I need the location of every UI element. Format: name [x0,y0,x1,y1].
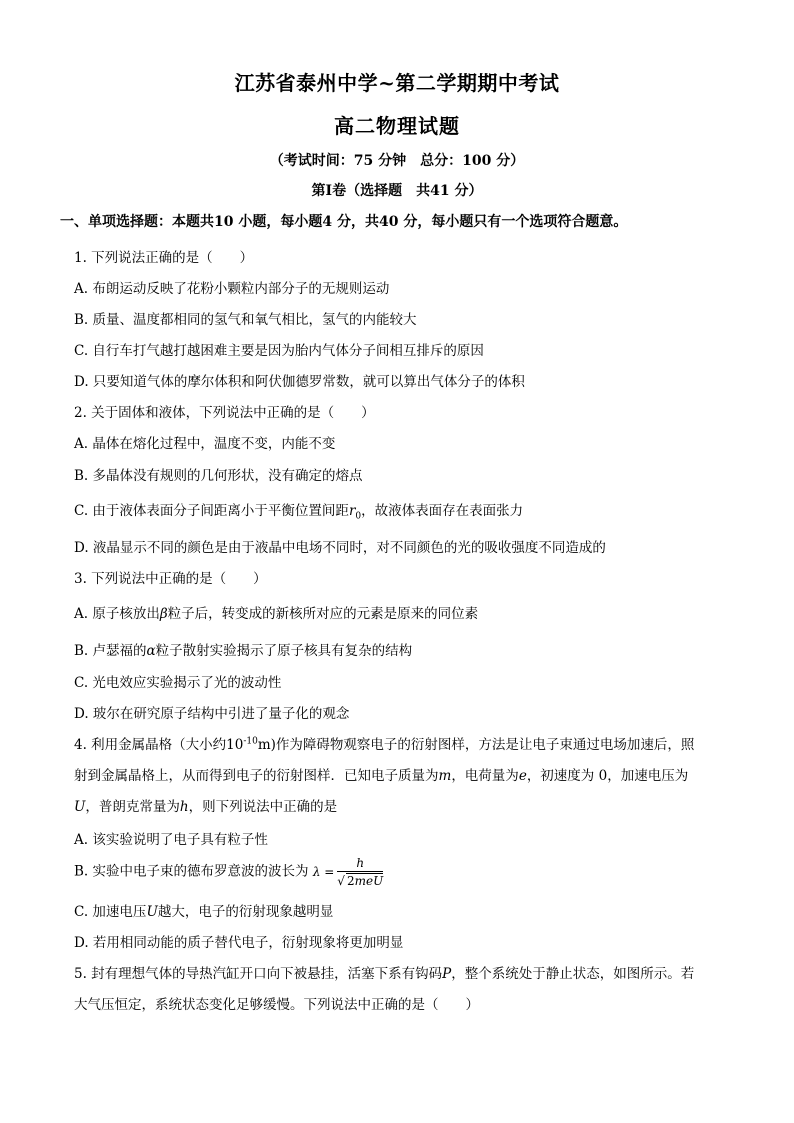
q3-option-a-text-1: A. 原子核放出 [74,606,160,622]
q5-stem-line-1 [74,962,694,982]
q2-option-a: A. 晶体在熔化过程中，温度不变，内能不变 [74,436,336,452]
q2-option-d: D. 液晶显示不同的颜色是由于液晶中电场不同时，对不同颜色的光的吸收强度不同造成的 [74,540,606,556]
r0-subscript: 0 [355,511,362,522]
q3-option-b-text-2: 粒子散射实验揭示了原子核具有复杂的结构 [155,643,413,659]
part-heading: 第Ⅰ卷（选择题 共41 分） [311,183,483,199]
weight-symbol: P [442,966,452,982]
q3-option-c: C. 光电效应实验揭示了光的波动性 [74,675,282,691]
q4-stem-line-2 [74,764,688,784]
radicand-coefficient: 2 [346,874,355,888]
q2-option-b: B. 多晶体没有规则的几何形状，没有确定的熔点 [74,468,363,484]
q2-option-c-text-2: ，故液体表面存在表面张力 [361,503,524,519]
fraction-denominator: √ 2meU [337,874,384,888]
planck-symbol: h [179,799,189,815]
q4-option-c-text-1: C. 加速电压 [74,904,147,920]
q4-option-b-text: B. 实验中电子束的德布罗意波的波长为 [74,863,309,880]
voltage-symbol: U [74,799,86,815]
q1-option-a: A. 布朗运动反映了花粉小颗粒内部分子的无规则运动 [74,281,390,297]
q3-option-a [74,602,478,622]
q1-stem: 1. 下列说法正确的是（ ） [74,250,254,266]
fraction [337,856,383,888]
q3-option-d: D. 玻尔在研究原子结构中引进了量子化的观念 [74,706,350,722]
q2-option-c-text-1: C. 由于液体表面分子间距离小于平衡位置间距 [74,503,349,519]
exponent: -10 [243,736,258,747]
q5-stem-line-2: 大气压恒定，系统状态变化足够缓慢。下列说法中正确的是（ ） [74,997,479,1013]
q4-option-b [74,856,383,888]
r0-symbol: r [348,503,356,519]
q1-option-d: D. 只要知道气体的摩尔体积和阿伏伽德罗常数，就可以算出气体分子的体积 [74,374,525,390]
q1-option-c: C. 自行车打气越打越困难主要是因为胎内气体分子间相互排斥的原因 [74,343,484,359]
q5-stem-text-1: 5. 封有理想气体的导热汽缸开口向下被悬挂，活塞下系有钩码 [74,966,443,982]
radicand-variables: meU [354,874,384,888]
mass-symbol: m [438,768,452,784]
q4-stem-text-7: ，则下列说法中正确的是 [188,799,338,815]
q4-stem-text-2: m)作为障碍物观察电子的衍射图样，方法是让电子束通过电场加速后，照 [257,737,695,753]
wavelength-formula [313,856,383,888]
q2-stem: 2. 关于固体和液体，下列说法中正确的是（ ） [74,405,375,421]
q4-stem-line-1 [74,733,694,753]
exam-title: 江苏省泰州中学~第二学期期中考试 [234,71,560,95]
q4-stem-line-3 [74,795,337,815]
alpha-symbol: α [146,643,156,659]
q5-stem-text-2: ，整个系统处于静止状态，如图所示。若 [451,966,695,982]
voltage-symbol-c: U [146,904,158,920]
q3-option-b-text-1: B. 卢瑟福的 [74,643,147,659]
q4-option-c-text-2: 越大，电子的衍射现象越明显 [157,904,334,920]
section-heading: 一、单项选择题：本题共10 小题，每小题4 分，共40 分，每小题只有一个选项符合题意。 [60,214,628,230]
lambda-symbol: λ = [312,865,335,879]
q4-option-c [74,900,333,920]
q1-option-b: B. 质量、温度都相同的氢气和氧气相比，氢气的内能较大 [74,312,417,328]
sqrt-radicand [346,873,383,888]
q4-stem-text-4: ，电荷量为 [451,768,519,784]
q3-option-b [74,639,412,659]
beta-symbol: β [159,606,168,622]
exam-info: （考试时间：75 分钟 总分：100 分） [269,153,525,169]
q4-stem-text-1: 4. 利用金属晶格（大小约10 [74,737,244,753]
subject-title: 高二物理试题 [334,114,460,138]
q3-option-a-text-2: 粒子后，转变成的新核所对应的元素是原来的同位素 [167,606,479,622]
q4-option-a: A. 该实验说明了电子具有粒子性 [74,832,268,848]
q4-stem-text-5: ，初速度为 0，加速电压为 [526,768,689,784]
q4-option-d: D. 若用相同动能的质子替代电子，衍射现象将更加明显 [74,935,404,951]
q3-stem: 3. 下列说法中正确的是（ ） [74,571,267,587]
fraction-numerator: h [337,856,383,872]
q2-option-c [74,499,523,522]
q4-stem-text-3: 射到金属晶格上，从而得到电子的衍射图样．已知电子质量为 [74,768,439,784]
q4-stem-text-6: ，普朗克常量为 [85,799,180,815]
charge-symbol: e [518,768,527,784]
